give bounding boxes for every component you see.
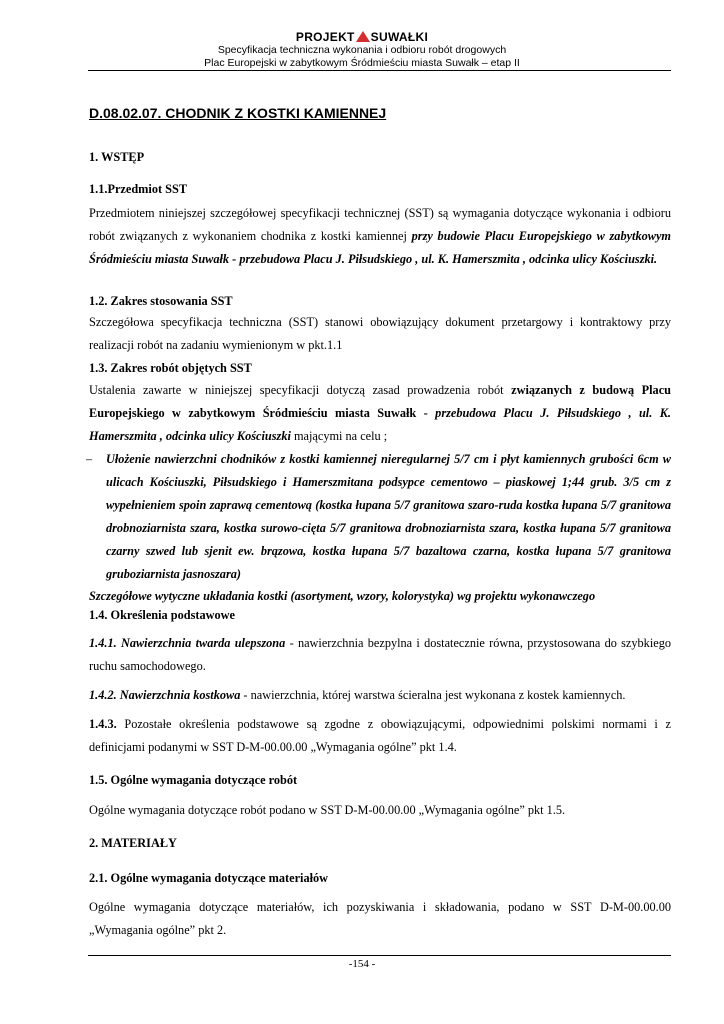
- definition-term: 1.4.1. Nawierzchnia twarda ulepszona: [89, 636, 286, 650]
- subsection-heading-1-2: 1.2. Zakres stosowania SST: [89, 294, 233, 308]
- definition-1-4-3: [89, 713, 671, 759]
- paragraph-1-3-text: Ustalenia zawarte w niniejszej specyfikacji dotyczą zasad prowadzenia robót: [89, 383, 512, 397]
- list-item: – Ułożenie nawierzchni chodników z kostki kamiennej nieregularnej 5/7 cm i płyt kamiennych grubości 6cm w ulicach Kościuszki, Piłsudskiego i Hamerszmitana podsypce cementowo – piaskowej 1;44 grub. 3/5 cm z wypełnieniem spoin zaprawą cementową (kostka łupana 5/7 granitowa szaro-ruda kostka łupana 5/7 granitowa drobnoziarnista szara, kostka surowo-cięta 5/7 granitowa drobnoziarnista szara, kostka łupana 5/7 granitowa czarny szwed lub sjenit ew. brązowa, kostka łupana 5/7 bazaltowa czarna, kostka łupana 5/7 granitowa gruboziarnista jasnoszara): [89, 448, 671, 586]
- definition-text: - nawierzchnia bezpylna i dostatecznie równa, przystosowana do szybkiego ruchu samochodowego.: [89, 636, 672, 673]
- logo-triangle-icon: [356, 31, 370, 42]
- header-line-1: Specyfikacja techniczna wykonania i odbioru robót drogowych: [217, 44, 507, 56]
- paragraph-1-5: Ogólne wymagania dotyczące robót podano w SST D-M-00.00.00 „Wymagania ogólne” pkt 1.5.: [89, 803, 566, 817]
- page-number: -154 -: [348, 958, 376, 970]
- section-heading-2: 2. MATERIAŁY: [89, 836, 177, 850]
- paragraph-1-2: Szczegółowa specyfikacja techniczna (SST) stanowi obowiązujący dokument przetargowy i kontraktowy przy realizacji robót na zadaniu wymienionym w pkt.1.1: [89, 315, 671, 352]
- subsection-heading-2-1: 2.1. Ogólne wymagania dotyczące materiałów: [89, 871, 329, 885]
- paragraph-1-3-tail: mającymi na celu ;: [290, 429, 388, 443]
- subsection-heading-1-4: 1.4. Określenia podstawowe: [89, 608, 235, 622]
- definition-text: - nawierzchnia, której warstwa ścieralna jest wykonana z kostek kamiennych.: [240, 688, 626, 702]
- footer-divider: [88, 955, 671, 956]
- page-header: [0, 30, 724, 70]
- header-line-2: Plac Europejski w zabytkowym Śródmieściu miasta Suwałk – etap II: [204, 57, 520, 69]
- definition-term: 1.4.2. Nawierzchnia kostkowa: [89, 688, 241, 702]
- header-divider: [88, 70, 671, 71]
- paragraph-1-3-emphasis: przebudowa Placu J. Piłsudskiego , ul. K. Hamerszmita , odcinka ulicy Kościuszki: [89, 406, 671, 443]
- subsection-heading-1-1: 1.1.Przedmiot SST: [89, 182, 188, 196]
- paragraph-1-1-emphasis: przy budowie Placu Europejskiego w zabytkowym Śródmieściu miasta Suwałk - przebudowa Placu J. Piłsudskiego , ul. K. Hamerszmita , odcinka ulicy Kościuszki.: [89, 229, 671, 266]
- paragraph-1-3-bold: związanych z budową Placu Europejskiego w zabytkowym Śródmieściu miasta Suwałk -: [89, 383, 671, 420]
- definition-number: 1.4.3.: [89, 717, 117, 731]
- definition-1-4-1: [89, 632, 671, 678]
- subsection-heading-1-5: 1.5. Ogólne wymagania dotyczące robót: [89, 773, 298, 787]
- subsection-heading-1-3: 1.3. Zakres robót objętych SST: [89, 361, 252, 375]
- document-title: D.08.02.07. CHODNIK Z KOSTKI KAMIENNEJ: [89, 105, 387, 121]
- document-body: [89, 104, 671, 942]
- definition-1-4-2: [89, 684, 671, 707]
- paragraph-1-3: [89, 379, 671, 448]
- scope-list: [89, 448, 671, 586]
- paragraph-1-1-text: Przedmiotem niniejszej szczegółowej specyfikacji technicznej (SST) są wymagania dotyczące wykonania i odbioru robót związanych z wykonaniem chodnika z kostki kamiennej: [89, 206, 671, 243]
- note-line: Szczegółowe wytyczne układania kostki (asortyment, wzory, kolorystyka) wg projektu wykonawczego: [89, 589, 596, 603]
- company-logo: [0, 30, 724, 44]
- logo-text-right: SUWAŁKI: [370, 30, 429, 44]
- logo-text-left: PROJEKT: [295, 30, 355, 44]
- paragraph-1-1: [89, 202, 671, 271]
- section-heading-1: 1. WSTĘP: [89, 150, 145, 164]
- paragraph-2-1: Ogólne wymagania dotyczące materiałów, ich pozyskiwania i składowania, podano w SST D-M-00.00.00 „Wymagania ogólne” pkt 2.: [89, 900, 671, 937]
- definition-text: Pozostałe określenia podstawowe są zgodne z obowiązującymi, odpowiednimi polskimi normami i z definicjami podanymi w SST D-M-00.00.00 „Wymagania ogólne” pkt 1.4.: [89, 717, 671, 754]
